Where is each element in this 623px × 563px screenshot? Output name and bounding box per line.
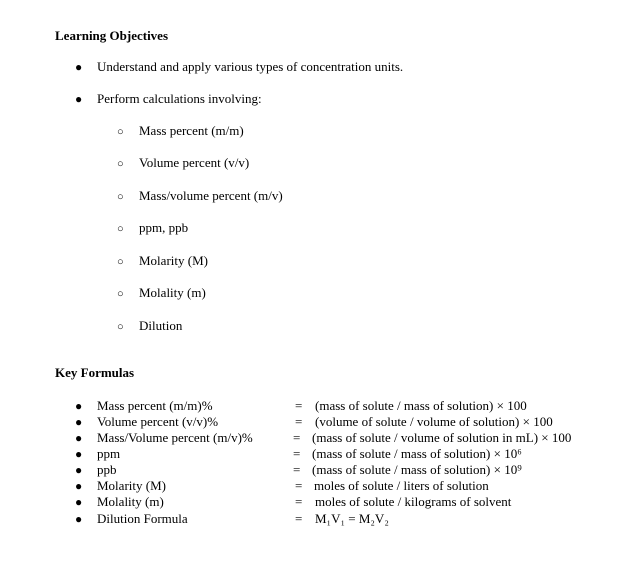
formula-name: Mass/Volume percent (m/v)% — [97, 430, 253, 445]
formula-expression: (mass of solute / mass of solution) × 10⁶ — [312, 446, 522, 461]
formula-name: Dilution Formula — [97, 511, 188, 526]
sub-objective-item — [117, 285, 206, 302]
formula-expression: (mass of solute / mass of solution) × 100 — [315, 398, 527, 413]
sub-objective-item — [117, 253, 208, 270]
sub-objective-text: Mass percent (m/m) — [139, 123, 244, 138]
filled-bullet-icon: ● — [75, 479, 83, 493]
filled-bullet-icon: ● — [75, 399, 83, 413]
equals-sign: = — [293, 446, 301, 461]
filled-bullet-icon: ● — [75, 463, 83, 477]
equals-sign: = — [295, 511, 303, 526]
filled-bullet-icon: ● — [75, 447, 83, 461]
equals-sign: = — [295, 478, 303, 493]
objective-item — [75, 91, 262, 107]
learning-objectives-heading: Learning Objectives — [55, 28, 169, 43]
sub-objective-text: Dilution — [139, 318, 183, 333]
objective-item — [75, 59, 403, 75]
formula-name: Molarity (M) — [97, 478, 166, 493]
hollow-bullet-icon: ○ — [117, 223, 124, 235]
equals-sign: = — [295, 398, 303, 413]
formula-expression: (volume of solute / volume of solution) × 100 — [315, 414, 553, 429]
sub-objective-item — [117, 220, 188, 237]
filled-bullet-icon: ● — [75, 92, 83, 106]
sub-objective-text: ppm, ppb — [139, 220, 189, 235]
sub-objective-item — [117, 188, 283, 205]
sub-objective-text: Molality (m) — [139, 285, 206, 300]
hollow-bullet-icon: ○ — [117, 158, 124, 170]
formula-row — [75, 511, 615, 527]
equals-sign: = — [295, 494, 303, 509]
equals-sign: = — [293, 430, 301, 445]
formula-row — [75, 494, 615, 510]
objective-text: Perform calculations involving: — [97, 91, 262, 106]
objective-text: Understand and apply various types of concentration units. — [97, 59, 404, 74]
filled-bullet-icon: ● — [75, 60, 83, 74]
formula-expression: moles of solute / liters of solution — [314, 478, 489, 493]
formula-row — [75, 430, 615, 446]
formula-expression: moles of solute / kilograms of solvent — [315, 494, 512, 509]
equals-sign: = — [293, 462, 301, 477]
hollow-bullet-icon: ○ — [117, 288, 124, 300]
sub-objective-text: Mass/volume percent (m/v) — [139, 188, 283, 203]
filled-bullet-icon: ● — [75, 431, 83, 445]
formula-row — [75, 462, 615, 478]
hollow-bullet-icon: ○ — [117, 321, 124, 333]
formula-row — [75, 414, 615, 430]
formula-name: ppb — [97, 462, 117, 477]
sub-objective-item — [117, 123, 244, 140]
formula-name: Molality (m) — [97, 494, 164, 509]
sub-objective-item — [117, 155, 249, 172]
filled-bullet-icon: ● — [75, 512, 83, 526]
filled-bullet-icon: ● — [75, 415, 83, 429]
hollow-bullet-icon: ○ — [117, 256, 124, 268]
sub-objective-item — [117, 318, 182, 335]
key-formulas-heading: Key Formulas — [55, 365, 135, 380]
formula-expression: M₁V₁ = M₂V₂ — [315, 511, 389, 526]
hollow-bullet-icon: ○ — [117, 126, 124, 138]
formula-row — [75, 478, 615, 494]
sub-objective-text: Volume percent (v/v) — [139, 155, 250, 170]
hollow-bullet-icon: ○ — [117, 191, 124, 203]
formula-name: Volume percent (v/v)% — [97, 414, 219, 429]
formula-row — [75, 398, 615, 414]
formula-row — [75, 446, 615, 462]
sub-objective-text: Molarity (M) — [139, 253, 208, 268]
filled-bullet-icon: ● — [75, 495, 83, 509]
formula-expression: (mass of solute / mass of solution) × 10⁹ — [312, 462, 522, 477]
equals-sign: = — [295, 414, 303, 429]
formula-name: Mass percent (m/m)% — [97, 398, 213, 413]
formula-expression: (mass of solute / volume of solution in mL) × 100 — [312, 430, 572, 445]
formula-name: ppm — [97, 446, 121, 461]
